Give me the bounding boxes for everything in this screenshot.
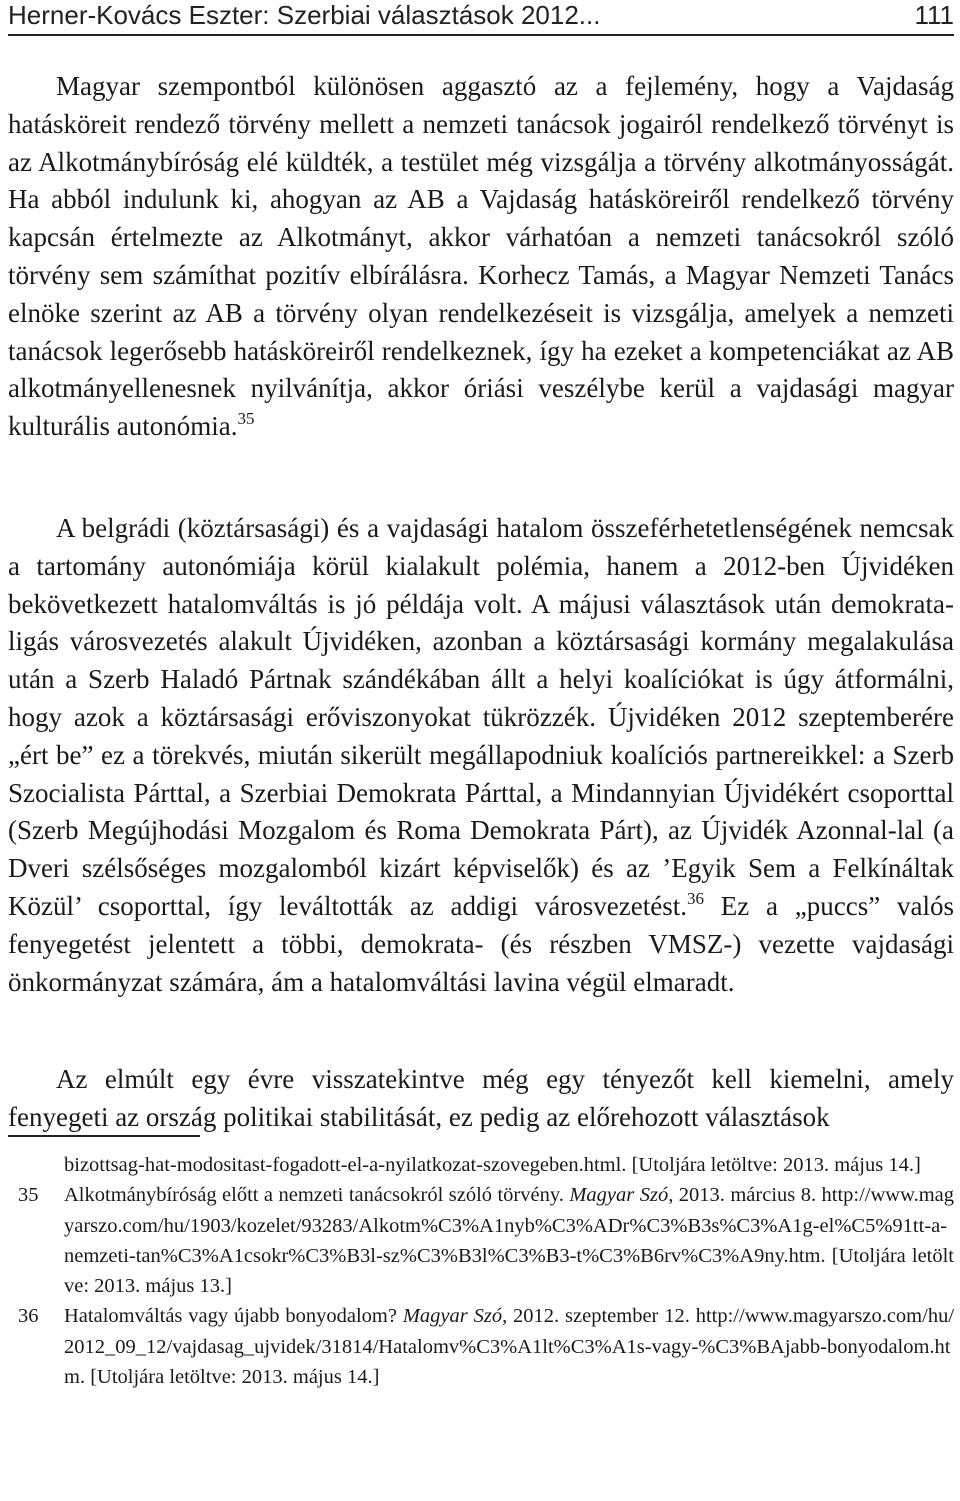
footnote-separator [8,1135,200,1137]
footnote-carryover-date: [Utoljára letöltve: 2013. május 14.] [631,1154,921,1176]
page-number: 111 [914,0,954,30]
footnote-36-link: , 2012. szeptember 12. http://www.magyarszo.com/hu/2012_09_12/vajdasag_ujvidek/31814/Hatalomv%C3%A1lt%C3%A1s-vagy-%C3%BAjabb-bonyodalom.htm. [64,1305,955,1389]
running-title: Herner-Kovács Eszter: Szerbiai választások 2012... [8,0,601,30]
footnote-ref-36: 36 [686,888,704,908]
footnote-35-source: Magyar Szó [569,1184,669,1207]
footnote-carryover-url: bizottsag-hat-modositast-fogadott-el-a-nyilatkozat-szovegeben.html. [64,1154,627,1176]
running-header [8,0,954,36]
footnote-36-title: Hatalomváltás vagy újabb bonyodalom? [64,1305,397,1328]
paragraph-3 [8,1061,954,1137]
paragraph-2 [8,510,954,1001]
footnote-36 [8,1301,954,1392]
footnote-35-body [64,1180,954,1301]
footnote-36-date: [Utoljára letöltve: 2013. május 14.] [90,1366,380,1389]
footnote-ref-35: 35 [237,409,255,429]
footnote-35-link: , 2013. március 8. http://www.magyarszo.com/hu/1903/kozelet/93283/Alkotm%C3%A1nyb%C3%ADr%C3%B3s%C3%A1g-el%C5%91tt-a-nemzeti-tan%C3%A1csokr%C3%B3l-sz%C3%B3l%C3%B3-t%C3%B6rv%C3%A9ny.htm. [64,1184,955,1267]
paragraph-2-text-a: A belgrádi (köztársasági) és a vajdasági hatalom összeférhetetlenségének nemcsak a tartomány autonómiája körül kialakult polémia, hanem a 2012-ben Újvidéken bekövetkezett hatalomváltás is jó példája volt. A májusi választások után demokrata-ligás városvezetés alakult Újvidéken, azonban a köztársasági kormány megalakulása után a Szerb Haladó Pártnak szándékában állt a helyi koalíciókat is úgy átformálni, hogy azok a köztársasági erőviszonyokat tükrözzék. Újvidéken 2012 szeptemberére „ért be” ez a törekvés, miután sikerült megállapodniuk koalíciós partnereikkel: a Szerb Szocialista Párttal, a Szerbiai Demokrata Párttal, a Mindannyian Újvidékért csoporttal (Szerb Megújhodási Mozgalom és Roma Demokrata Párt), az Újvidék Azonnal-lal (a Dveri szélsőséges mozgalomból kizárt képviselők) és az ’Egyik Sem a Felkínáltak Közül’ csoporttal, így leváltották az addigi városvezetést. [8,513,954,921]
footnote-36-source: Magyar Szó [402,1305,503,1328]
footnote-carryover [8,1150,954,1180]
footnote-36-body [64,1301,954,1392]
paragraph-2-text-b: Ez a „puccs” valós fenyegetést jelentett a többi, demokrata- (és részben VMSZ-) vezette vajdasági önkormányzat számára, ám a hatalomváltási lavina végül elmaradt. [8,890,954,997]
footnote-35-date: [Utoljára letöltve: 2013. május 13.] [64,1244,954,1298]
footnote-35-number: 35 [18,1184,39,1207]
footnotes [8,1150,954,1392]
footnote-35-title: Alkotmánybíróság előtt a nemzeti tanácsokról szóló törvény. [64,1184,564,1207]
paragraph-1 [8,68,954,446]
paragraph-3-text: Az elmúlt egy évre visszatekintve még egy tényezőt kell kiemelni, amely fenyegeti az ország politikai stabilitását, ez pedig az előrehozott választások [8,1064,954,1132]
footnote-36-number: 36 [18,1305,39,1328]
footnote-35 [8,1180,954,1301]
paragraph-1-text: Magyar szempontból különösen aggasztó az a fejlemény, hogy a Vajdaság hatásköreit rendező törvény mellett a nemzeti tanácsok jogairól rendelkező törvényt is az Alkotmánybíróság elé küldték, a testület még vizsgálja a törvény alkotmányosságát. Ha abból indulunk ki, ahogyan az AB a Vajdaság hatásköreiről rendelkező törvény kapcsán értelmezte az Alkotmányt, akkor várhatóan a nemzeti tanácsokról szóló törvény sem számíthat pozitív elbírálásra. Korhecz Tamás, a Magyar Nemzeti Tanács elnöke szerint az AB a törvény olyan rendelkezéseit is vizsgálja, amelyek a nemzeti tanácsok legerősebb hatásköreiről rendelkeznek, így ha ezeket a kompetenciákat az AB alkotmányellenesnek nyilvánítja, akkor óriási veszélybe kerül a vajdasági magyar kulturális autonómia. [8,71,954,442]
